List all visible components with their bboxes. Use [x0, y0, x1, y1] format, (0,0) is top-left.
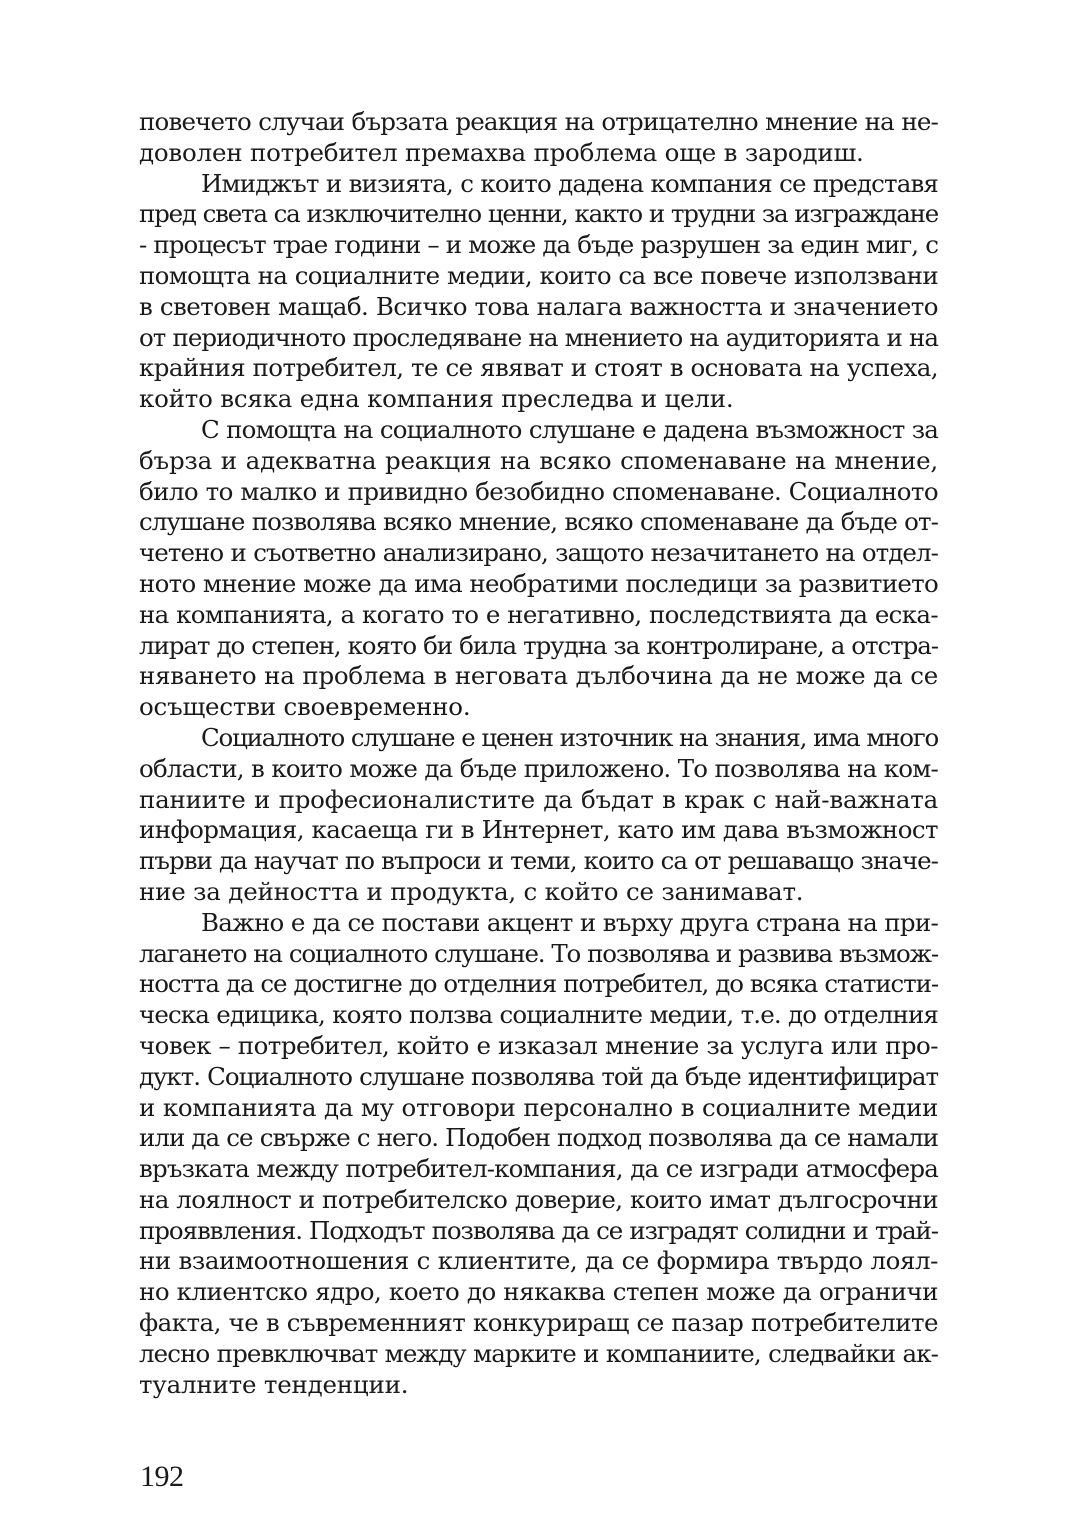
text-line: пред света са изключително ценни, както и трудни за изграждане [139, 199, 938, 229]
text-line: ни взаимоотношения с клиентите, да се формира твърдо лоял- [139, 1246, 938, 1276]
text-line: ческа едицика, която ползва социалните медии, т.е. до отделния [139, 1000, 938, 1030]
text-line: области, в които може да бъде приложено. То позволява на ком- [139, 753, 938, 783]
text-line: дукт. Социалното слушане позволява той да бъде идентифицират [139, 1061, 938, 1091]
page-number: 192 [140, 1460, 184, 1493]
text-line: човек – потребител, който е изказал мнение за услуга или про- [139, 1030, 938, 1060]
text-line: лагането на социалното слушане. То позволява и развива възмож- [139, 938, 938, 968]
text-line: ното мнение може да има необратими последици за развитието [139, 568, 938, 598]
text-line: първи да научат по въпроси и теми, които са от решаващо значе- [139, 846, 938, 876]
text-line: било то малко и привидно безобидно споменаване. Социалното [139, 476, 938, 506]
text-line: С помощта на социалното слушане е дадена възможност за [201, 414, 938, 444]
text-line: ността да се достигне до отделния потребител, до всяка статисти- [139, 969, 938, 999]
text-line: факта, че в съвременният конкуриращ се пазар потребителите [139, 1308, 938, 1338]
text-line: на лоялност и потребителско доверие, които имат дългосрочни [139, 1184, 938, 1214]
text-line: връзката между потребител-компания, да се изгради атмосфера [139, 1154, 938, 1184]
text-line: туалните тенденции. [139, 1369, 409, 1399]
text-line: в световен мащаб. Всичко това налага важността и значението [139, 291, 938, 321]
text-line: крайния потребител, те се явяват и стоят в основата на успеха, [139, 353, 938, 383]
text-line: слушане позволява всяко мнение, всяко споменаване да бъде от- [139, 507, 938, 537]
text-line: прояввления. Подходът позволява да се изградят солидни и трай- [139, 1215, 938, 1245]
text-line: осъществи своевременно. [139, 692, 471, 722]
text-line: ние за дейността и продукта, с който се занимават. [139, 876, 804, 906]
text-line: помощта на социалните медии, които са все повече използвани [139, 260, 938, 290]
text-line: повечето случаи бързата реакция на отрицателно мнение на не- [139, 107, 938, 136]
text-line: бърза и адекватна реакция на всяко споменаване на мнение, [139, 445, 938, 475]
text-line: или да се свърже с него. Подобен подход позволява да се намали [139, 1123, 938, 1153]
text-line: четено и съответно анализирано, защото незачитането на отдел- [139, 538, 938, 568]
text-line: и компанията да му отговори персонално в социалните медии [139, 1092, 938, 1122]
text-line: информация, касаеща ги в Интернет, като им дава възможност [139, 815, 938, 845]
text-line: Социалното слушане е ценен източник на знания, има много [201, 722, 938, 752]
text-line: Имиджът и визията, с които дадена компания се представя [201, 168, 938, 198]
text-line: доволен потребител премахва проблема още в зародиш. [139, 137, 864, 167]
text-line: няването на проблема в неговата дълбочина да не може да се [139, 661, 938, 691]
text-line: лират до степен, която би била трудна за контролиране, а отстра- [139, 630, 938, 660]
text-line: лесно превключват между марките и компаниите, следвайки ак- [139, 1338, 938, 1368]
text-line: но клиентско ядро, което до някаква степен може да ограничи [139, 1277, 938, 1307]
text-line: - процесът трае години – и може да бъде разрушен за един миг, с [139, 230, 938, 260]
text-line: от периодичното проследяване на мнението на аудиторията и на [139, 322, 938, 352]
text-line: паниите и професионалистите да бъдат в крак с най-важната [139, 784, 938, 814]
text-line: на компанията, а когато то е негативно, последствията да еска- [139, 599, 938, 629]
text-line: Важно е да се постави акцент и върху друга страна на при- [201, 907, 938, 937]
body-text [139, 107, 938, 1400]
text-line: който всяка една компания преследва и цели. [139, 384, 734, 414]
